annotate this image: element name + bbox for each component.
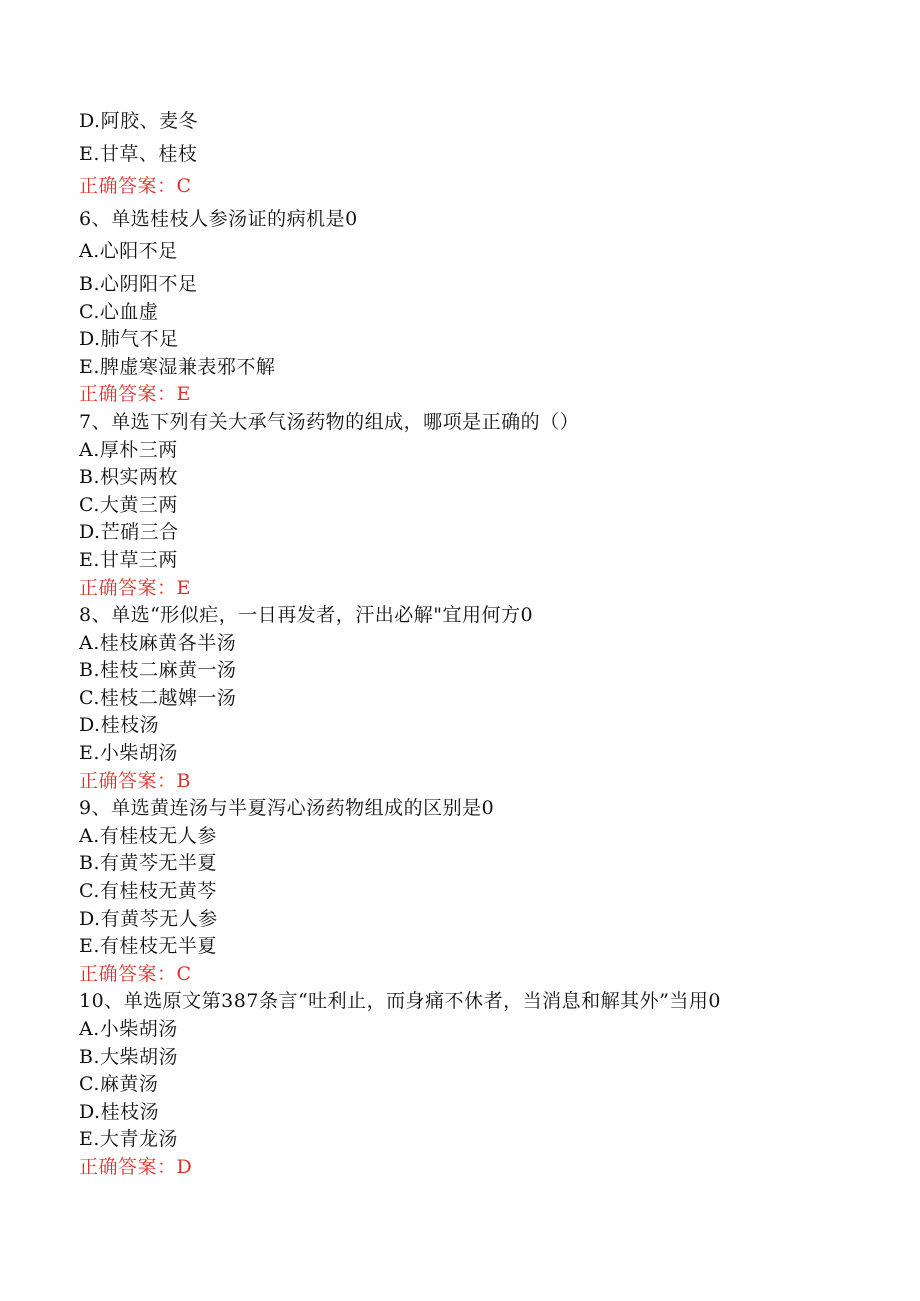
option-line: C.桂枝二越婢一汤	[79, 686, 237, 709]
answer-line: 正确答案：D	[79, 1155, 193, 1178]
option-line: E.脾虚寒湿兼表邪不解	[79, 355, 276, 378]
question-stem: 6、单选桂枝人参汤证的病机是0	[79, 207, 358, 230]
option-line: D.芒硝三合	[79, 521, 179, 544]
option-line: A.小柴胡汤	[79, 1018, 178, 1040]
option-line: B.大柴胡汤	[79, 1045, 179, 1068]
option-line: E.有桂枝无半夏	[79, 935, 217, 958]
option-line: E.甘草、桂枝	[79, 142, 198, 165]
option-line: A.厚朴三两	[79, 438, 178, 461]
answer-line: 正确答案：B	[79, 769, 191, 792]
question-stem: 7、单选下列有关大承气汤药物的组成，哪项是正确的（）	[79, 410, 580, 433]
option-line: E.小柴胡汤	[79, 742, 178, 765]
option-line: C.麻黄汤	[79, 1073, 159, 1096]
option-line: B.枳实两枚	[79, 466, 179, 489]
answer-line: 正确答案：E	[79, 383, 191, 406]
option-line: D.阿胶、麦冬	[79, 110, 199, 132]
option-line: D.桂枝汤	[79, 1100, 160, 1123]
option-line: C.心血虚	[79, 300, 159, 323]
option-line: A.心阳不足	[79, 240, 178, 263]
option-line: D.有黄芩无人参	[79, 907, 218, 930]
question-stem: 8、单选“形似疟，一日再发者，汗出必解"宜用何方0	[79, 604, 534, 627]
document-page	[79, 108, 879, 1182]
option-line: A.有桂枝无人参	[79, 824, 217, 847]
option-line: A.桂枝麻黄各半汤	[79, 631, 237, 654]
option-line: D.肺气不足	[79, 328, 179, 351]
option-line: E.甘草三两	[79, 548, 178, 571]
answer-line: 正确答案：E	[79, 576, 191, 599]
option-line: C.大黄三两	[79, 493, 178, 516]
option-line: B.有黄芩无半夏	[79, 852, 218, 875]
option-line: B.桂枝二麻黄一汤	[79, 659, 237, 682]
option-line: D.桂枝汤	[79, 714, 160, 737]
answer-line: 正确答案：C	[79, 175, 192, 198]
answer-line: 正确答案：C	[79, 962, 192, 985]
question-stem: 9、单选黄连汤与半夏泻心汤药物组成的区别是0	[79, 797, 495, 820]
option-line: B.心阴阳不足	[79, 272, 198, 295]
option-line: E.大青龙汤	[79, 1128, 178, 1151]
question-stem: 10、单选原文第387条言“吐利止，而身痛不休者，当消息和解其外”当用0	[79, 990, 721, 1013]
option-line: C.有桂枝无黄芩	[79, 880, 217, 903]
